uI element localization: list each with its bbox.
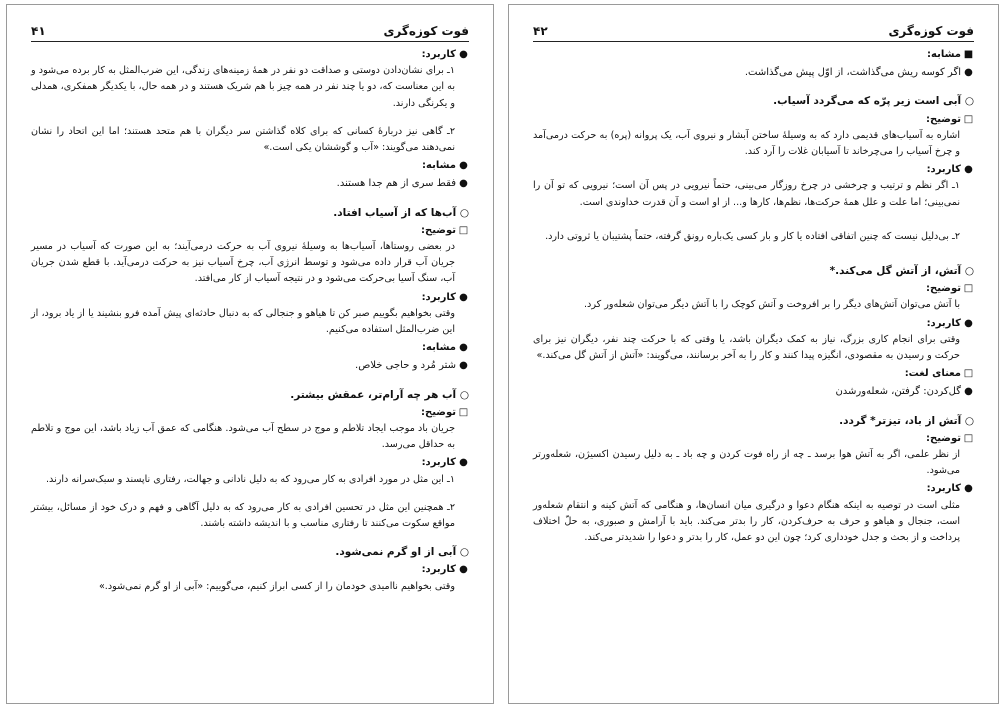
page-number: ۴۱ bbox=[31, 24, 46, 38]
filled-bullet-icon: ● bbox=[459, 457, 468, 469]
square-bullet-icon: □ bbox=[458, 224, 469, 236]
filled-bullet-icon: ● bbox=[459, 160, 468, 172]
section-heading: □توضیح: bbox=[533, 112, 974, 128]
idiom-heading: ○ آب‌ها که از آسیاب افتاد. bbox=[333, 206, 469, 219]
section-heading: ●مشابه: bbox=[31, 340, 469, 356]
circle-bullet-icon: ○ bbox=[964, 265, 974, 278]
section-heading: □توضیح: bbox=[533, 431, 974, 447]
paragraph: ۲ـ گاهی نیز دربارهٔ کسانی که برای کلاه گذاشتن سر دیگران با هم متحد هستند؛ اما این اتحاد را نشان نمی‌دهند می‌گویند: «آب و گوششان یکی است.» bbox=[31, 125, 455, 154]
filled-bullet-icon: ● bbox=[459, 178, 468, 190]
list-item: ●شتر مُرد و حاجی خلاص. bbox=[31, 358, 469, 374]
page-header bbox=[31, 15, 469, 42]
filled-bullet-icon: ● bbox=[964, 483, 973, 495]
paragraph: وقتی برای انجام کاری بزرگ، نیاز به کمک دیگران باشد، یا وقتی که با حرکت چند نفر، دیگران نیز برای حرکت و رسیدن به مقصودی، انگیزه پیدا کنند و کار را به آخر برسانند، می‌گویند: «آتش از آتش گل می‌کند.» bbox=[533, 333, 960, 362]
section-heading: □توضیح: bbox=[533, 281, 974, 297]
section-heading: □معنای لغت: bbox=[533, 366, 974, 382]
filled-bullet-icon: ● bbox=[459, 291, 468, 303]
circle-bullet-icon: ○ bbox=[459, 206, 469, 219]
paragraph: وقتی بخواهیم بگوییم صبر کن تا هیاهو و جنجالی که به دنبال حادثه‌ای پیش آمده فرو بنشیند یا از یاد برود، از این ضرب‌المثل استفاده می‌کنیم. bbox=[31, 307, 455, 336]
section-heading: □توضیح: bbox=[31, 405, 469, 421]
circle-bullet-icon: ○ bbox=[964, 414, 974, 427]
filled-bullet-icon: ● bbox=[459, 360, 468, 372]
square-bullet-icon: □ bbox=[963, 432, 974, 444]
circle-bullet-icon: ○ bbox=[459, 388, 469, 401]
square-bullet-icon: □ bbox=[458, 406, 469, 418]
section-heading: ●کاربرد: bbox=[31, 290, 469, 306]
idiom-heading: ○ آتش از باد، تیزتر* گردد. bbox=[839, 414, 974, 427]
filled-bullet-icon: ● bbox=[459, 342, 468, 354]
running-title: فوت کوزه‌گری bbox=[383, 24, 469, 38]
list-item: ●فقط سری از هم جدا هستند. bbox=[31, 176, 469, 192]
circle-bullet-icon: ○ bbox=[964, 95, 974, 108]
circle-bullet-icon: ○ bbox=[459, 546, 469, 559]
idiom-heading: ○ آب هر چه آرام‌تر، عمقش بیشتر. bbox=[290, 388, 469, 401]
paragraph: ۱ـ اگر نظم و ترتیب و چرخشی در چرخ روزگار می‌بینی، حتماً نیرویی در پس آن است؛ نیرویی که تو آن را نمی‌بینی؛ اما علت و علل همهٔ حرکت‌ها، نظم‌ها، کارها و... از او است و آن قدرت خداوندی است. bbox=[533, 180, 960, 208]
square-bullet-icon: □ bbox=[963, 283, 974, 295]
section-heading: ■مشابه: bbox=[533, 47, 974, 63]
section-heading: ●کاربرد: bbox=[533, 316, 974, 332]
filled-bullet-icon: ● bbox=[459, 49, 468, 60]
paragraph: اشاره به آسیاب‌های قدیمی دارد که به وسیلهٔ ساختن آبشار و نیروی آب، یک پروانه (پره) به حرکت درمی‌آمد و چرخ آسیاب را می‌چرخاند تا آسیابان غلات را آرد کند. bbox=[533, 129, 960, 158]
filled-bullet-icon: ● bbox=[964, 386, 973, 398]
section-heading: ●کاربرد: bbox=[533, 162, 974, 178]
paragraph: از نظر علمی، اگر به آتش هوا برسد ـ چه از راه فوت کردن و چه باد ـ به دلیل رسیدن اکسیژن، شعله‌ورتر می‌شود. bbox=[533, 449, 960, 477]
paragraph: ۱ـ برای نشان‌دادن دوستی و صداقت دو نفر در همهٔ زمینه‌های زندگی، این ضرب‌المثل به کار برده می‌شود و به این معناست که، دو یا چند نفر در همه چیز با هم شریک هستند و در همه حال، با یکدیگر همفکری، همدلی و یکرنگی دارند. bbox=[31, 65, 455, 109]
page-body bbox=[31, 45, 469, 697]
filled-bullet-icon: ● bbox=[964, 164, 973, 176]
paragraph: ۱ـ این مثل در مورد افرادی به کار می‌رود که به دلیل نادانی و جهالت، رفتاری ناپسند و سبک‌سرانه دارند. bbox=[45, 473, 455, 485]
filled-bullet-icon: ● bbox=[964, 317, 973, 329]
filled-bullet-icon: ● bbox=[459, 564, 468, 576]
idiom-heading: ○ آبی از او گرم نمی‌شود. bbox=[335, 546, 469, 559]
page-body bbox=[533, 45, 974, 697]
square-bullet-icon: ■ bbox=[963, 49, 974, 60]
paragraph: جریان باد موجب ایجاد تلاطم و موج در سطح آب می‌شود. هنگامی که عمق آب زیاد باشد، این موج و تلاطم به حداقل می‌رسد. bbox=[31, 423, 455, 451]
running-title: فوت کوزه‌گری bbox=[888, 24, 974, 38]
section-heading: ●کاربرد: bbox=[31, 47, 469, 63]
idiom-heading: ○ آتش، از آتش گل می‌کند.* bbox=[829, 265, 974, 278]
paragraph: وقتی بخواهیم ناامیدی خودمان را از کسی ابراز کنیم، می‌گوییم: «آبی از او گرم نمی‌شود.» bbox=[98, 580, 455, 592]
paragraph: در بعضی روستاها، آسیاب‌ها به وسیلهٔ نیروی آب به حرکت درمی‌آیند؛ به این صورت که آسیاب در مسیر جریان آب قرار داده می‌شود و توسط انرژی آب، چرخ آسیاب نیز به حرکت درمی‌آید. با قطع شدن جریان آب، سنگ آسیا بی‌حرکت می‌شود و در نتیجه آسیاب از کار می‌افتد. bbox=[31, 241, 455, 285]
book-page-right bbox=[508, 4, 999, 704]
section-heading: ●کاربرد: bbox=[533, 481, 974, 497]
section-heading: □توضیح: bbox=[31, 223, 469, 239]
paragraph: ۲ـ همچنین این مثل در تحسین افرادی به کار می‌رود که به دلیل آگاهی و فهم و درک خود از مسائل، بیشتر مواقع سکوت می‌کنند تا رفتاری مناسب و با اندیشه داشته باشند. bbox=[31, 501, 455, 530]
paragraph: ۲ـ بی‌دلیل نیست که چنین اتفاقی افتاده یا کار و بار کسی یک‌باره رونق گرفته، حتماً پشتیبان یا ثروتی دارد. bbox=[545, 230, 960, 242]
paragraph: با آتش می‌توان آتش‌های دیگر را بر افروخت و آتش کوچک را با آتش دیگر می‌توان شعله‌ور کرد. bbox=[584, 299, 960, 311]
square-bullet-icon: □ bbox=[963, 368, 974, 380]
book-page-left bbox=[6, 4, 494, 704]
idiom-heading: ○ آبی است زیر پرّه که می‌گردد آسیاب. bbox=[773, 95, 974, 108]
page-number: ۴۲ bbox=[533, 24, 548, 38]
section-heading: ●کاربرد: bbox=[31, 562, 469, 578]
list-item: ●اگر کوسه ریش می‌گذاشت، از اوّل پیش می‌گذاشت. bbox=[533, 65, 974, 81]
filled-bullet-icon: ● bbox=[964, 67, 973, 79]
square-bullet-icon: □ bbox=[963, 113, 974, 125]
section-heading: ●مشابه: bbox=[31, 158, 469, 174]
page-header bbox=[533, 15, 974, 42]
paragraph: مثلی است در توصیه به اینکه هنگام دعوا و درگیری میان انسان‌ها، و هنگامی که آتش کینه و انتقام شعله‌ور است، جنجال و هیاهو و حرف به حرف‌کردن، کار را بدتر می‌کند. باید با آرامش و صبوری، به حلّ اختلاف پرداخت و از بحث و جدل خودداری کرد؛ چون این دو عمل، کار را بدتر و دعوا را شدیدتر می‌کند. bbox=[533, 499, 960, 544]
section-heading: ●کاربرد: bbox=[31, 455, 469, 471]
list-item: ●گل‌کردن: گرفتن، شعله‌ورشدن bbox=[533, 384, 974, 400]
